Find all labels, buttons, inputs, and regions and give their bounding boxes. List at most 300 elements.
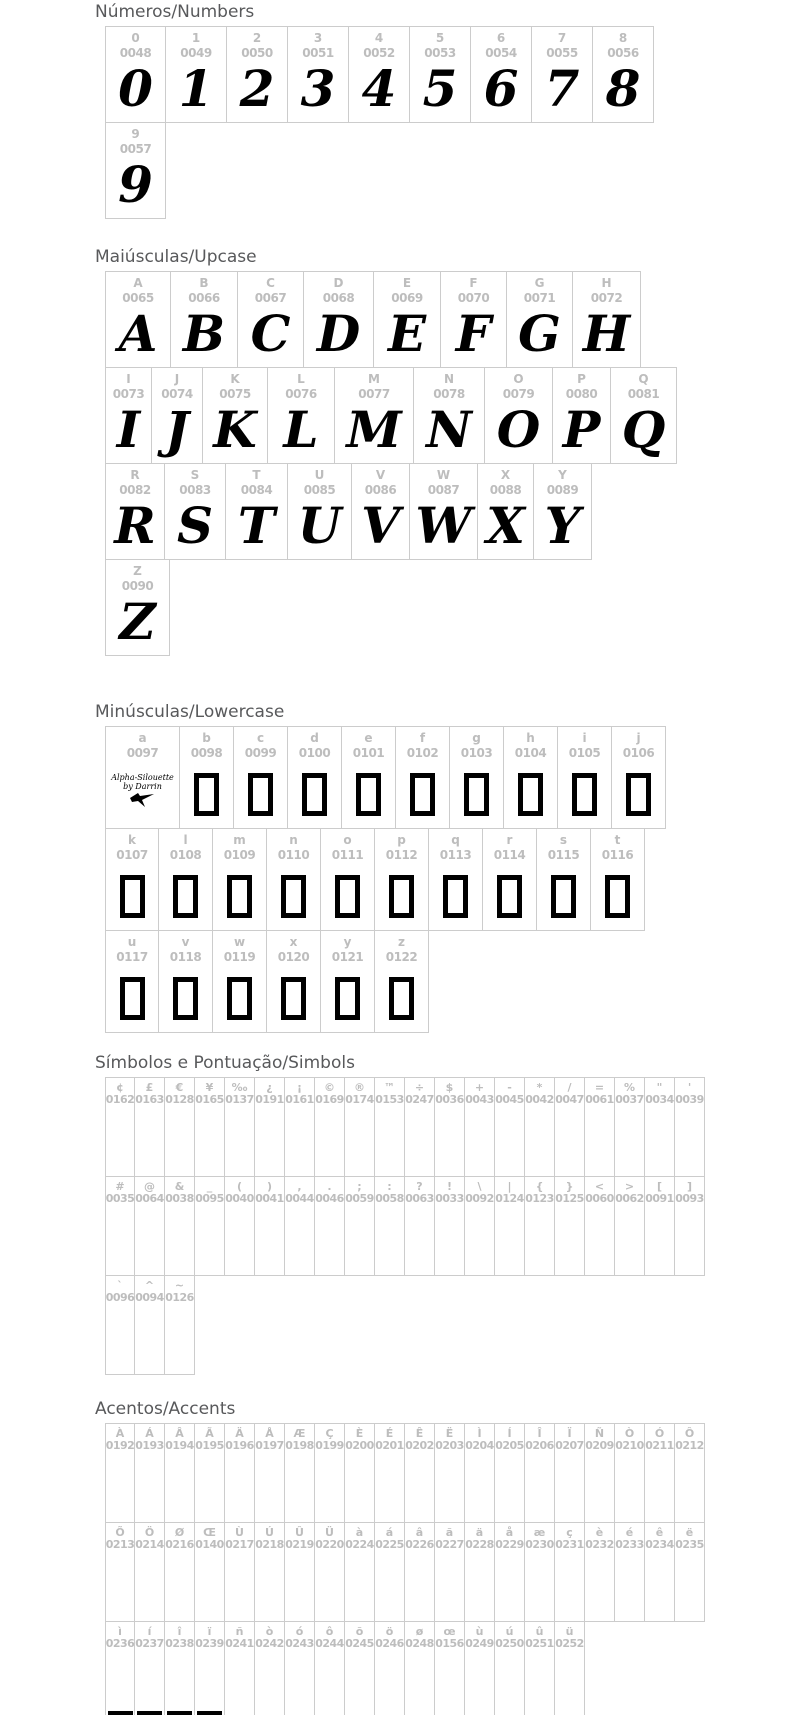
character-label: = <box>594 1081 605 1094</box>
glyph-cell-0067 <box>238 271 304 368</box>
glyph-area <box>180 760 233 828</box>
unicode-code-label: 0075 <box>219 387 251 401</box>
glyph-area <box>555 1551 584 1621</box>
unicode-code-label: 0220 <box>315 1538 344 1551</box>
character-label: S <box>190 468 200 482</box>
glyph-row <box>105 271 800 368</box>
glyph-area <box>267 862 320 930</box>
unicode-code-label: 0104 <box>514 746 547 760</box>
character-label: ¡ <box>296 1081 303 1094</box>
character-label: ' <box>687 1081 692 1094</box>
section-title-numbers: Números/Numbers <box>95 2 255 22</box>
glyph-area <box>255 1452 284 1522</box>
character-label: ø <box>415 1625 424 1638</box>
character-label: Ä <box>235 1427 244 1440</box>
glyph-area <box>495 1106 524 1176</box>
unicode-code-label: 0078 <box>433 387 465 401</box>
character-label: 5 <box>435 31 445 45</box>
rendered-glyph: I <box>116 400 141 459</box>
glyph-cell-0114 <box>483 828 537 931</box>
character-label: ™ <box>384 1081 395 1094</box>
rendered-glyph: C <box>250 304 291 363</box>
unicode-code-label: 0252 <box>555 1637 584 1650</box>
glyph-area <box>135 1551 164 1621</box>
glyph-cell-0096 <box>105 1275 135 1375</box>
character-label: æ <box>533 1526 546 1539</box>
glyph-area <box>225 1205 254 1275</box>
unicode-code-label: 0088 <box>489 483 522 497</box>
lowercase-glyph-table <box>105 726 800 1033</box>
character-label: D <box>333 276 344 290</box>
missing-glyph-box <box>335 875 360 918</box>
rendered-glyph: T <box>237 496 276 555</box>
glyph-cell-0125 <box>555 1176 585 1276</box>
character-label: . <box>327 1180 332 1193</box>
glyph-cell-0192 <box>105 1423 135 1523</box>
unicode-code-label: 0165 <box>195 1093 224 1106</box>
character-label: ) <box>266 1180 273 1193</box>
glyph-cell-0048 <box>105 26 166 123</box>
character-label: ‰ <box>231 1081 248 1094</box>
glyph-area <box>345 1106 374 1176</box>
missing-glyph-box <box>335 977 360 1020</box>
character-label: ù <box>475 1625 484 1638</box>
character-label: g <box>472 731 481 745</box>
character-label: : <box>387 1180 392 1193</box>
section-symbols <box>0 1033 800 1375</box>
unicode-code-label: 0232 <box>585 1538 614 1551</box>
unicode-code-label: 0219 <box>285 1538 314 1551</box>
missing-glyph-box <box>281 875 306 918</box>
glyph-area <box>585 1452 614 1522</box>
glyph-area <box>525 1452 554 1522</box>
glyph-area <box>345 1650 374 1715</box>
character-label: Z <box>133 564 142 578</box>
cutoff-glyph-strip <box>137 1711 162 1715</box>
unicode-code-label: 0063 <box>405 1192 434 1205</box>
rendered-glyph: 4 <box>361 59 397 118</box>
missing-glyph-box <box>497 875 522 918</box>
glyph-area <box>345 1452 374 1522</box>
unicode-code-label: 0217 <box>225 1538 254 1551</box>
rendered-glyph: X <box>486 496 525 555</box>
glyph-cell-0080 <box>553 367 611 464</box>
rendered-glyph: 0 <box>118 59 153 118</box>
unicode-code-label: 0241 <box>225 1637 254 1650</box>
character-label: k <box>128 833 136 847</box>
glyph-area <box>171 305 237 367</box>
glyph-cell-0035 <box>105 1176 135 1276</box>
unicode-code-label: 0108 <box>169 848 202 862</box>
glyph-cell-0104 <box>504 726 558 829</box>
glyph-area <box>675 1106 704 1176</box>
glyph-area <box>267 964 320 1032</box>
glyph-row <box>105 559 800 656</box>
glyph-cell-0053 <box>410 26 471 123</box>
glyph-cell-0199 <box>315 1423 345 1523</box>
character-label: À <box>115 1427 125 1440</box>
glyph-cell-0046 <box>315 1176 345 1276</box>
missing-glyph-box <box>194 773 219 816</box>
glyph-cell-0128 <box>165 1077 195 1177</box>
unicode-code-label: 0095 <box>195 1192 224 1205</box>
character-label: € <box>175 1081 184 1094</box>
glyph-area <box>159 862 212 930</box>
glyph-area <box>414 401 484 463</box>
glyph-cell-0117 <box>105 930 159 1033</box>
glyph-area <box>165 1551 194 1621</box>
glyph-cell-0068 <box>304 271 374 368</box>
unicode-code-label: 0244 <box>315 1637 344 1650</box>
unicode-code-label: 0113 <box>439 848 472 862</box>
glyph-area <box>285 1650 314 1715</box>
glyph-cell-0078 <box>414 367 485 464</box>
uppercase-glyph-table <box>105 271 800 656</box>
rendered-glyph: W <box>415 496 472 555</box>
glyph-area <box>405 1452 434 1522</box>
glyph-area <box>106 401 151 463</box>
unicode-code-label: 0243 <box>285 1637 314 1650</box>
glyph-cell-0252 <box>555 1621 585 1715</box>
glyph-cell-0051 <box>288 26 349 123</box>
glyph-row <box>105 1176 800 1276</box>
glyph-area <box>645 1205 674 1275</box>
glyph-area <box>558 760 611 828</box>
character-label: s <box>559 833 568 847</box>
character-label: © <box>324 1081 335 1094</box>
glyph-cell-0161 <box>285 1077 315 1177</box>
glyph-cell-0085 <box>288 463 352 560</box>
rendered-glyph: V <box>361 496 400 555</box>
unicode-code-label: 0238 <box>165 1637 194 1650</box>
character-label: _ <box>206 1180 213 1193</box>
unicode-code-label: 0153 <box>375 1093 404 1106</box>
character-label: K <box>230 372 240 386</box>
glyph-area <box>645 1551 674 1621</box>
unicode-code-label: 0213 <box>105 1538 135 1551</box>
glyph-cell-0070 <box>441 271 507 368</box>
character-label: é <box>625 1526 634 1539</box>
unicode-code-label: 0228 <box>465 1538 494 1551</box>
character-label: î <box>177 1625 182 1638</box>
glyph-cell-0107 <box>105 828 159 931</box>
glyph-area <box>465 1205 494 1275</box>
glyph-cell-0110 <box>267 828 321 931</box>
glyph-area <box>555 1205 584 1275</box>
unicode-code-label: 0060 <box>585 1192 614 1205</box>
character-label: ] <box>686 1180 693 1193</box>
glyph-area <box>585 1551 614 1621</box>
glyph-area <box>349 60 409 122</box>
glyph-cell-0234 <box>645 1522 675 1622</box>
unicode-code-label: 0248 <box>405 1637 434 1650</box>
glyph-area <box>352 497 409 559</box>
unicode-code-label: 0120 <box>277 950 310 964</box>
glyph-cell-0106 <box>612 726 666 829</box>
glyph-area <box>135 1106 164 1176</box>
glyph-cell-0140 <box>195 1522 225 1622</box>
rendered-glyph: B <box>182 304 226 363</box>
unicode-code-label: 0194 <box>165 1439 194 1452</box>
glyph-cell-0210 <box>615 1423 645 1523</box>
unicode-code-label: 0105 <box>568 746 601 760</box>
character-label: I <box>126 372 131 386</box>
glyph-area <box>225 1650 254 1715</box>
unicode-code-label: 0192 <box>105 1439 135 1452</box>
glyph-cell-0217 <box>225 1522 255 1622</box>
unicode-code-label: 0227 <box>435 1538 464 1551</box>
glyph-cell-0121 <box>321 930 375 1033</box>
character-label: Î <box>537 1427 542 1440</box>
glyph-area <box>166 60 226 122</box>
glyph-cell-0235 <box>675 1522 705 1622</box>
character-label: 8 <box>618 31 628 45</box>
character-label: ò <box>265 1625 274 1638</box>
glyph-area <box>165 1106 194 1176</box>
glyph-cell-0247 <box>405 1077 435 1177</box>
rendered-glyph: O <box>496 400 541 459</box>
character-label: Ç <box>325 1427 334 1440</box>
unicode-code-label: 0111 <box>331 848 364 862</box>
section-lowercase <box>0 656 800 1033</box>
glyph-area <box>435 1205 464 1275</box>
unicode-code-label: 0097 <box>126 746 159 760</box>
character-label: X <box>500 468 511 482</box>
unicode-code-label: 0140 <box>195 1538 224 1551</box>
unicode-code-label: 0041 <box>255 1192 284 1205</box>
glyph-cell-0229 <box>495 1522 525 1622</box>
character-label: í <box>147 1625 152 1638</box>
glyph-cell-0076 <box>268 367 335 464</box>
unicode-code-label: 0114 <box>493 848 526 862</box>
character-label: Â <box>175 1427 184 1440</box>
glyph-cell-0224 <box>345 1522 375 1622</box>
rendered-glyph: 1 <box>178 59 214 118</box>
glyph-area <box>465 1106 494 1176</box>
character-label: 3 <box>313 31 323 45</box>
character-label: ì <box>118 1625 122 1638</box>
unicode-code-label: 0210 <box>615 1439 644 1452</box>
character-label: E <box>402 276 412 290</box>
rendered-glyph: 7 <box>544 59 580 118</box>
unicode-code-label: 0249 <box>465 1637 494 1650</box>
glyph-cell-0239 <box>195 1621 225 1715</box>
glyph-area <box>135 1205 164 1275</box>
character-label: ® <box>354 1081 365 1094</box>
glyph-cell-0074 <box>152 367 203 464</box>
font-credit-glyph <box>111 773 174 807</box>
rendered-glyph: M <box>346 400 402 459</box>
glyph-cell-0086 <box>352 463 410 560</box>
glyph-area <box>285 1106 314 1176</box>
glyph-cell-0218 <box>255 1522 285 1622</box>
glyph-cell-0062 <box>615 1176 645 1276</box>
glyph-cell-0137 <box>225 1077 255 1177</box>
character-label: 4 <box>374 31 384 45</box>
character-label: V <box>375 468 386 482</box>
unicode-code-label: 0068 <box>322 291 355 305</box>
glyph-cell-0061 <box>585 1077 615 1177</box>
glyph-area <box>375 1650 404 1715</box>
glyph-area <box>238 305 303 367</box>
glyph-cell-0040 <box>225 1176 255 1276</box>
unicode-code-label: 0092 <box>465 1192 494 1205</box>
glyph-cell-0042 <box>525 1077 555 1177</box>
section-title-accents: Acentos/Accents <box>95 1399 236 1419</box>
glyph-cell-0205 <box>495 1423 525 1523</box>
unicode-code-label: 0049 <box>180 46 212 60</box>
character-label: { <box>535 1180 544 1193</box>
numbers-glyph-table <box>105 26 800 219</box>
glyph-area <box>342 760 395 828</box>
character-label: % <box>623 1081 636 1094</box>
unicode-code-label: 0118 <box>169 950 202 964</box>
glyph-cell-0097 <box>105 726 180 829</box>
unicode-code-label: 0101 <box>352 746 385 760</box>
glyph-cell-0075 <box>203 367 268 464</box>
character-label: ü <box>565 1625 574 1638</box>
glyph-area <box>495 1650 524 1715</box>
unicode-code-label: 0204 <box>465 1439 494 1452</box>
unicode-code-label: 0169 <box>315 1093 344 1106</box>
glyph-cell-0034 <box>645 1077 675 1177</box>
glyph-area <box>495 1551 524 1621</box>
glyph-area <box>315 1205 344 1275</box>
unicode-code-label: 0117 <box>116 950 148 964</box>
character-label: ú <box>505 1625 514 1638</box>
glyph-cell-0079 <box>485 367 553 464</box>
glyph-cell-0212 <box>675 1423 705 1523</box>
character-label: @ <box>144 1180 155 1193</box>
rendered-glyph: Y <box>544 496 581 555</box>
unicode-code-label: 0226 <box>405 1538 434 1551</box>
glyph-area <box>435 1106 464 1176</box>
glyph-cell-0122 <box>375 930 429 1033</box>
glyph-cell-0174 <box>345 1077 375 1177</box>
character-label: n <box>289 833 298 847</box>
unicode-code-label: 0080 <box>565 387 598 401</box>
character-label: Ù <box>235 1526 244 1539</box>
unicode-code-label: 0205 <box>495 1439 524 1452</box>
glyph-area <box>555 1650 584 1715</box>
unicode-code-label: 0035 <box>105 1192 135 1205</box>
glyph-cell-0043 <box>465 1077 495 1177</box>
glyph-row <box>105 1423 800 1523</box>
glyph-area <box>375 1205 404 1275</box>
character-label: U <box>314 468 325 482</box>
character-label: M <box>368 372 380 386</box>
unicode-code-label: 0162 <box>105 1093 135 1106</box>
character-label: B <box>199 276 209 290</box>
glyph-area <box>435 1452 464 1522</box>
glyph-cell-0211 <box>645 1423 675 1523</box>
character-label: Ú <box>265 1526 274 1539</box>
glyph-row <box>105 122 800 219</box>
character-label: ã <box>445 1526 454 1539</box>
unicode-code-label: 0234 <box>645 1538 674 1551</box>
missing-glyph-box <box>356 773 381 816</box>
glyph-cell-0050 <box>227 26 288 123</box>
glyph-cell-0083 <box>165 463 226 560</box>
character-label: Œ <box>203 1526 216 1539</box>
character-label: û <box>535 1625 544 1638</box>
unicode-code-label: 0121 <box>331 950 364 964</box>
glyph-cell-0036 <box>435 1077 465 1177</box>
unicode-code-label: 0044 <box>285 1192 314 1205</box>
missing-glyph-box <box>551 875 576 918</box>
character-label: N <box>443 372 455 386</box>
glyph-cell-0165 <box>195 1077 225 1177</box>
unicode-code-label: 0037 <box>615 1093 644 1106</box>
glyph-area <box>106 593 169 655</box>
glyph-area <box>285 1551 314 1621</box>
glyph-cell-0153 <box>375 1077 405 1177</box>
glyph-area <box>525 1551 554 1621</box>
glyph-cell-0201 <box>375 1423 405 1523</box>
character-label: 2 <box>252 31 262 45</box>
glyph-cell-0237 <box>135 1621 165 1715</box>
glyph-cell-0091 <box>645 1176 675 1276</box>
glyph-area <box>106 760 179 828</box>
section-title-lowercase: Minúsculas/Lowercase <box>95 702 285 722</box>
glyph-cell-0108 <box>159 828 213 931</box>
glyph-area <box>255 1551 284 1621</box>
glyph-area <box>195 1650 224 1715</box>
missing-glyph-box <box>120 875 145 918</box>
unicode-code-label: 0214 <box>135 1538 164 1551</box>
glyph-cell-0249 <box>465 1621 495 1715</box>
glyph-area <box>106 156 165 218</box>
character-label: ~ <box>174 1279 185 1292</box>
missing-glyph-box <box>248 773 273 816</box>
unicode-code-label: 0086 <box>364 483 397 497</box>
unicode-code-label: 0051 <box>302 46 334 60</box>
glyph-cell-0044 <box>285 1176 315 1276</box>
character-label: È <box>355 1427 364 1440</box>
glyph-cell-0073 <box>105 367 152 464</box>
glyph-area <box>213 964 266 1032</box>
glyph-cell-0057 <box>105 122 166 219</box>
glyph-cell-0071 <box>507 271 573 368</box>
glyph-area <box>315 1452 344 1522</box>
missing-glyph-box <box>227 977 252 1020</box>
character-label: q <box>451 833 460 847</box>
glyph-cell-0088 <box>478 463 534 560</box>
unicode-code-label: 0225 <box>375 1538 404 1551</box>
glyph-cell-0231 <box>555 1522 585 1622</box>
unicode-code-label: 0058 <box>375 1192 404 1205</box>
unicode-code-label: 0100 <box>298 746 331 760</box>
unicode-code-label: 0039 <box>675 1093 704 1106</box>
unicode-code-label: 0082 <box>119 483 151 497</box>
glyph-area <box>591 862 644 930</box>
glyph-cell-0206 <box>525 1423 555 1523</box>
glyph-area <box>534 497 591 559</box>
unicode-code-label: 0202 <box>405 1439 434 1452</box>
glyph-cell-0207 <box>555 1423 585 1523</box>
glyph-cell-0063 <box>405 1176 435 1276</box>
glyph-cell-0111 <box>321 828 375 931</box>
section-uppercase <box>0 219 800 656</box>
glyph-area <box>405 1551 434 1621</box>
glyph-area <box>405 1205 434 1275</box>
unicode-code-label: 0081 <box>627 387 660 401</box>
unicode-code-label: 0161 <box>285 1093 314 1106</box>
unicode-code-label: 0070 <box>457 291 490 305</box>
glyph-area <box>106 1304 134 1374</box>
unicode-code-label: 0055 <box>546 46 578 60</box>
unicode-code-label: 0200 <box>345 1439 374 1452</box>
